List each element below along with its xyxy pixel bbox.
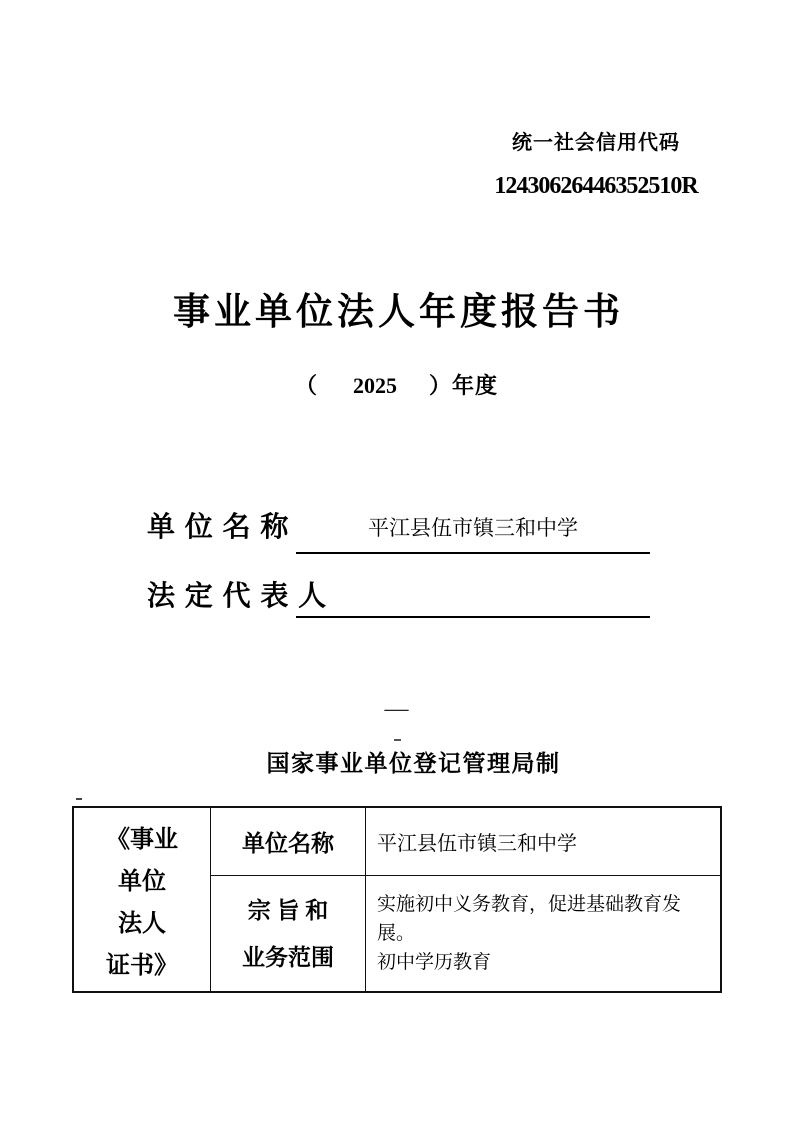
credit-code-block: [470, 126, 722, 200]
year-line: [0, 369, 793, 400]
credit-code-value: 12430626446352510R: [494, 173, 698, 199]
certificate-title-line: 法人: [118, 911, 166, 937]
table-purpose-label-line2: 业务范围: [242, 944, 334, 970]
year-paren-open: （: [294, 373, 317, 398]
unit-name-value: 平江县伍市镇三和中学: [368, 516, 578, 540]
table-purpose-value: [366, 876, 720, 991]
year-suffix: 年度: [452, 373, 499, 398]
certificate-title-cell: [74, 808, 211, 991]
page-title: 事业单位法人年度报告书: [173, 291, 624, 332]
unit-name-underline: [296, 552, 650, 554]
certificate-table: [72, 806, 722, 993]
table-purpose-label-line1: 宗 旨 和: [247, 897, 329, 923]
certificate-title-line: 《事业: [106, 827, 178, 853]
stray-scan-mark: [76, 798, 82, 800]
minor-dash-mark: [394, 739, 401, 741]
table-purpose-value-line1: 实施初中义务教育，促进基础教育发展。: [377, 894, 682, 944]
year-value: 2025: [352, 373, 397, 398]
legal-representative-label: 法 定 代 表 人: [147, 580, 328, 611]
separator-dash: —: [384, 696, 409, 722]
table-unit-name-value: 平江县伍市镇三和中学: [366, 808, 720, 876]
table-purpose-label: [211, 876, 366, 991]
credit-code-label: 统一社会信用代码: [512, 132, 680, 154]
unit-name-label: 单 位 名 称: [147, 511, 290, 542]
issuer-line: 国家事业单位登记管理局制: [266, 751, 561, 776]
legal-representative-underline: [296, 616, 650, 618]
certificate-title-line: 单位: [118, 869, 166, 895]
year-paren-close: ）: [428, 373, 451, 398]
table-purpose-value-line2: 初中学历教育: [377, 952, 492, 973]
table-unit-name-label: 单位名称: [211, 808, 366, 876]
certificate-title-line: 证书》: [106, 953, 178, 979]
